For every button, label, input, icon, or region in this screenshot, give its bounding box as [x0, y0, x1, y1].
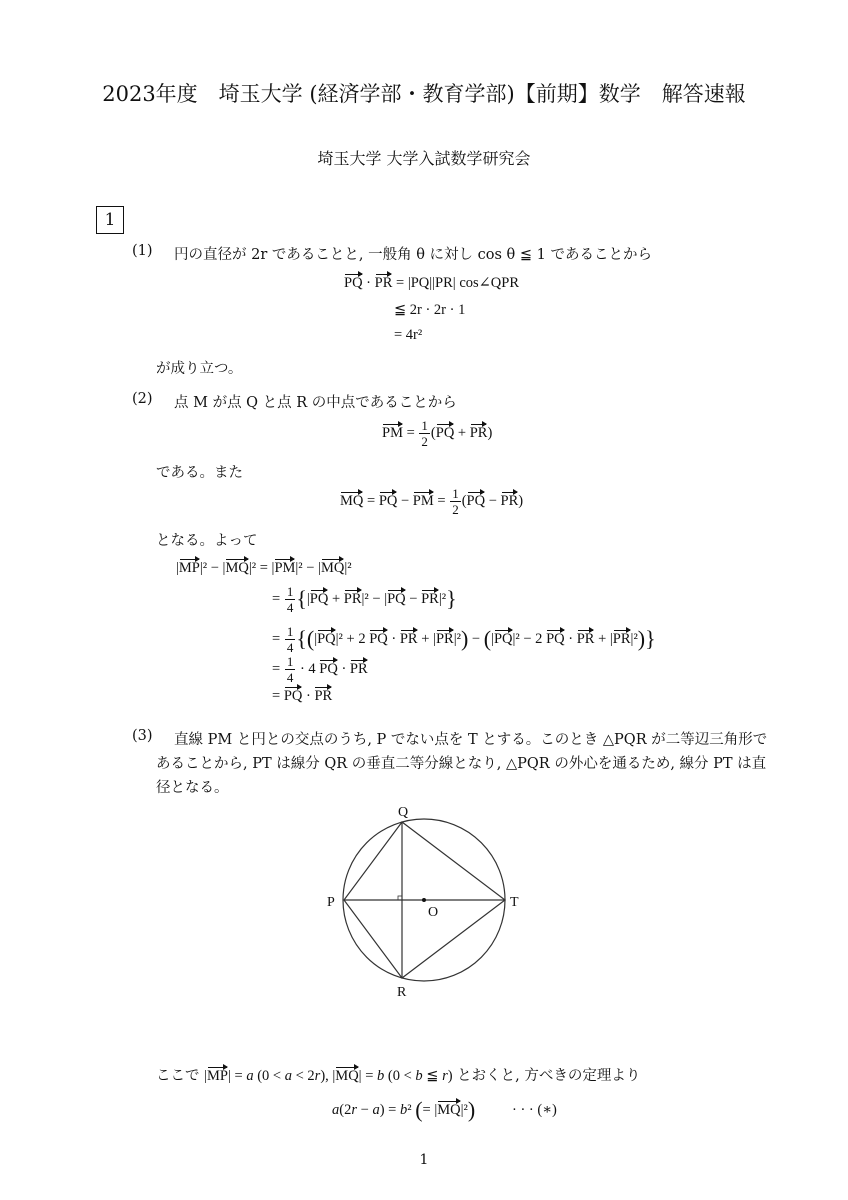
final-text-suffix: とおくと, 方べきの定理より	[457, 1068, 641, 1084]
part2-label: (2)	[132, 391, 153, 407]
part3-line2: あることから, PT は線分 QR の垂直二等分線となり, △PQR の外心を通るため, 線分 PT は直	[156, 756, 767, 772]
label-r: R	[397, 985, 407, 1000]
part1-eq-line1-rhs: = |PQ||PR| cos∠QPR	[396, 275, 520, 291]
part2-eq-mq: MQ = PQ − PM = $\frac{1}{2}$ (PQ − PR)	[340, 486, 524, 517]
part1-outro: が成り立つ。	[156, 361, 243, 377]
part2-chain-line4: = $\frac{1}{4}$ · 4 PQ · PR	[272, 654, 368, 685]
part1-eq-line1: PQ · PR = |PQ||PR| cos∠QPR	[344, 275, 520, 291]
problem-number-box: 1	[96, 206, 124, 234]
part2-chain-line3: = $\frac{1}{4}$ {(|PQ|² + 2 PQ · PR + |PR|²) − (|PQ|² − 2 PQ · PR + |PR|²)}	[272, 624, 656, 655]
label-t: T	[510, 895, 519, 910]
part3-line1: 直線 PM と円との交点のうち, P でない点を T とする。このとき △PQR が二等辺三角形で	[174, 732, 768, 748]
label-o: O	[428, 905, 439, 920]
document-title: 2023年度 埼玉大学 (経済学部・教育学部)【前期】数学 解答速報	[102, 82, 746, 106]
part2-eq-pm: PM = $\frac{1}{2}$ (PQ + PR)	[382, 418, 493, 449]
part1-label: (1)	[132, 243, 153, 259]
part2-chain-line1: |MP|² − |MQ|² = |PM|² − |MQ|²	[176, 560, 352, 576]
part1-eq-line3: = 4r²	[394, 327, 423, 343]
label-p: P	[327, 895, 335, 910]
part2-text-yotte: となる。よって	[156, 533, 258, 549]
part2-text-mata: である。また	[156, 465, 243, 481]
part2-chain-line2: = $\frac{1}{4}$ {|PQ + PR|² − |PQ − PR|²}	[272, 584, 457, 615]
equation-tag: · · · (∗)	[512, 1102, 557, 1118]
part3-label: (3)	[132, 728, 153, 744]
power-of-point-equation: a(2r − a) = b² (= |MQ|²)	[332, 1097, 476, 1122]
final-text-prefix: ここで	[156, 1068, 200, 1084]
circle-diagram	[320, 800, 530, 1000]
part3-line3: 径となる。	[156, 780, 229, 796]
document-subtitle: 埼玉大学 大学入試数学研究会	[317, 149, 531, 168]
part1-eq-line2: ≦ 2r · 2r · 1	[394, 302, 466, 318]
label-q: Q	[398, 805, 409, 820]
center-point	[422, 898, 426, 902]
part2-chain-line5: = PQ · PR	[272, 688, 333, 704]
part2-intro: 点 M が点 Q と点 R の中点であることから	[174, 395, 457, 411]
page-number: 1	[419, 1152, 429, 1168]
part1-intro: 円の直径が 2r であることと, 一般角 θ に対し cos θ ≦ 1 であることから	[174, 247, 652, 263]
part3-final-text: ここで |MP| = a (0 < a < 2r), |MQ| = b (0 < b ≦ r) とおくと, 方べきの定理より	[156, 1068, 641, 1084]
